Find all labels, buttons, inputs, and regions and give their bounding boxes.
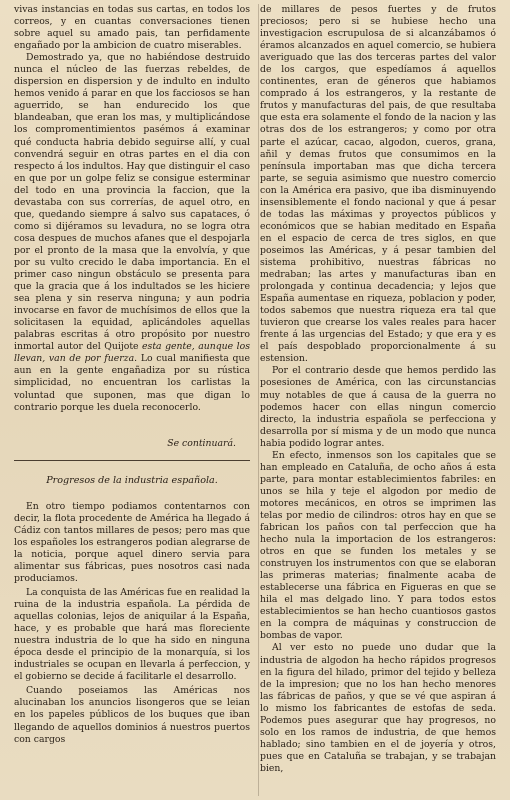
- paragraph-text: Demostrado ya, que no habiéndose destruido nunca el núcleo de las fuerzas rebeldes, de dispersion en dispersion y de indulto en indulto hemos venido á parar en que los facciosos se han aguerrido, se han endurecido los que blandeaban, que eran los mas, y multiplicándose los compromentimientos pasémos á examinar qué conducta habria debido seguirse allí, y cual convendrá seguir en otras partes en el dia con respecto á los indultos. Hay que distinguir el caso en que por un golpe feliz se consigue esterminar del todo en una provincia la faccion, que la devastaba con sus correrías, de aquel otro, en que, quedando siempre á salvo sus capataces, ó como si dijéramos su levadura, no se logra otra cosa despues de muchos afanes que el despojarla por el pronto de la masa que la envolvía, y que por su vulto crecido le daba importancia. En el primer caso ningun obstáculo se presenta para que la gracia que á los indultados se les hiciere sea plena y sin reserva ninguna; y aun podria invocarse en favor de muchísimos de ellos que la solicitasen la equidad, aplicándoles aquellas palabras escritas á otro propósito por nuestro inmortal autor del Quijote: [14, 52, 250, 353]
- paragraph: de millares de pesos fuertes y de frutos preciosos; pero si se hubiese hecho una investigacion escrupulosa de si alcanzábamos ó éramos alcanzados en aquel comercio, se hubiera averiguado que las dos terceras partes del valor de los cargos, que espedíamos á aquellos continentes, eran de géneros que habiamos comprado á los estrangeros, y la restante de frutos y manufacturas del pais, de que resultaba que esta era solamente el fondo de la nacion y las otras dos de los estrangeros; y como por otra parte el azúcar, cacao, algodon, cueros, grana, añil y demas frutos que consumimos en la península importaban mas que dicha tercera parte, se seguia asimismo que nuestro comercio con la América era pasivo, que iba disminuyendo insensiblemente el fondo nacional y que á pesar de todas las máximas y proyectos públicos y económicos que se habian meditado en España en el espacio de cerca de tres siglos, en que poseimos las Américas, y á pesar tambien del sistema prohibitivo, nuestras fábricas no medraban; las artes y manufacturas iban en prolongada y continua decadencia; y lejos que España aumentase en riqueza, poblacion y poder, todos sabemos que nuestra riqueza era tal que tuvieron que crearse los vales reales para hacer frente á las urgencias del Estado; y que era y es el país despoblado proporcionalmente á su estension.: [260, 4, 496, 365]
- column-divider: [258, 4, 259, 796]
- continuation-note: Se continuará.: [167, 437, 236, 449]
- paragraph: En otro tiempo podiamos contentarnos con decir, la flota procedente de América ha llegado á Cádiz con tantos millares de pesos; pero mas que los españoles los estrangeros podian alegrarse de la noticia, porque aquel dinero servia para alimentar sus fábricas, pues nosotros casi nada produciamos.: [14, 500, 250, 584]
- paragraph: En efecto, inmensos son los capitales que se han empleado en Cataluña, de ocho años á esta parte, para montar establecimientos fabriles: en unos se hila y teje el algodon por medio de motores mecánicos, en otros se imprimen las telas por medio de cilindros: otros hay en que se fabrican los paños con tal perfeccion que ha hecho nula la importacion de los estrangeros: otros en que se funden los metales y se construyen los instrumentos con que se elaboran las primeras materias; finalmente acaba de establecerse una fábrica en Figueras en que se hila el mas delgado lino. Y para todos estos establecimientos se han hecho cuantiosos gastos en la compra de máquinas y construccion de bombas de vapor.: [260, 449, 496, 642]
- paragraph: [14, 52, 250, 413]
- paragraph: La conquista de las Américas fue en realidad la ruina de la industria española. La pérdida de aquellas colonias, lejos de aniquilar á la España, hace, y es probable que hará mas floreciente nuestra industria de lo que ha sido en ninguna época desde el principio de la monarquía, si los industriales se ocupan en llevarla á perfeccion, y el gobierno se decide á facilitarle el desarrollo.: [14, 587, 250, 683]
- paragraph: Por el contrario desde que hemos perdido las posesiones de América, con las circunstancias muy notables de que á causa de la guerra no podemos hacer con ellas ningun comercio directo, la industria española se perfecciona y desarrolla por sí misma y de un modo que nunca habia podido lograr antes.: [260, 365, 496, 449]
- paragraph-text: Lo cual manifiesta que aun en la gente engañadiza por su rústica simplicidad, no encuentran los carlistas la voluntad que suponen, mas que digan lo contrario porque les duela reconocerlo.: [14, 353, 250, 413]
- paragraph: Al ver esto no puede uno dudar que la industria de algodon ha hecho rápidos progresos en la figura del hilado, primor del tejido y belleza de la impresion; que no los han hecho menores las fábricas de paños, y que se vé que aspiran á lo mismo los fabricantes de estofas de seda. Podemos pues asegurar que hay progresos, no solo en los ramos de industria, de que hemos hablado; sino tambien en el de joyería y otros, pues que en Cataluña se trabajan, y se trabajan bien,: [260, 642, 496, 774]
- quote-italic: esta gente, aunque los llevan, van de por fuerza.: [14, 341, 250, 365]
- paragraph: Cuando poseiamos las Américas nos alucinaban los anuncios lisongeros que se leian en los papeles públicos de los buques que iban llegando de aquellos dominios á nuestros puertos con cargos: [14, 685, 250, 745]
- paragraph: vivas instancias en todas sus cartas, en todos los correos, y en cuantas conversaciones tienen sobre aquel su amado pais, tan perfidamente engañado por la ambicion de cuatro miserables.: [14, 4, 250, 52]
- right-column: [260, 4, 496, 800]
- left-column: [14, 4, 250, 800]
- article-heading: Progresos de la industria española.: [46, 474, 218, 486]
- section-rule: [14, 460, 250, 461]
